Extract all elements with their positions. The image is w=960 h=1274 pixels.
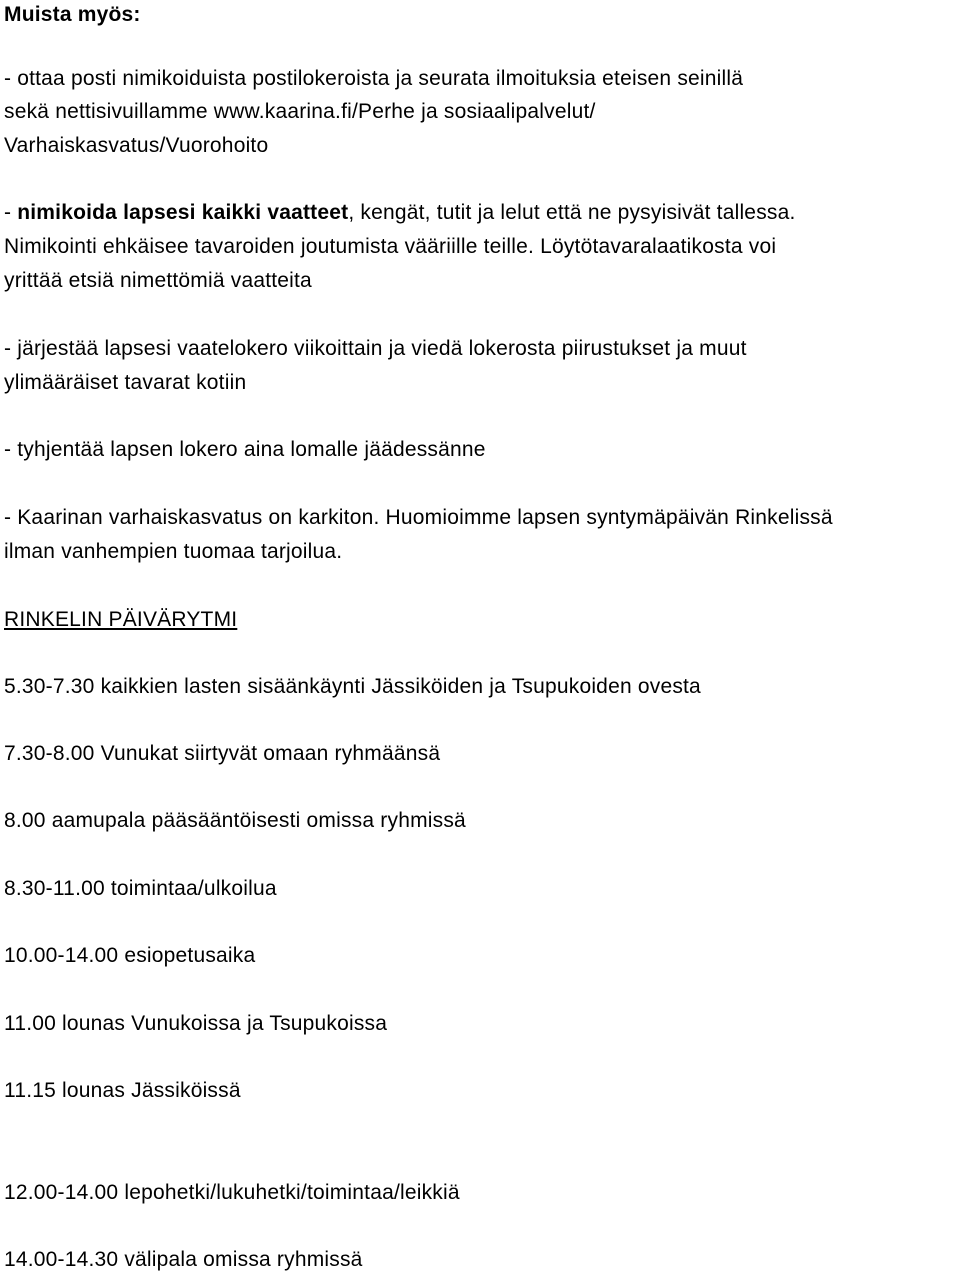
schedule-item: 11.15 lounas Jässiköissä — [4, 1079, 241, 1102]
schedule-item: 11.00 lounas Vunukoissa ja Tsupukoissa — [4, 1012, 388, 1035]
bullet-karkiton-line1: - Kaarinan varhaiskasvatus on karkiton. Huomioimme lapsen syntymäpäivän Rinkelissä — [4, 506, 833, 529]
schedule-item: 14.00-14.30 välipala omissa ryhmissä — [4, 1248, 363, 1271]
bullet-posti-line3: Varhaiskasvatus/Vuorohoito — [4, 134, 269, 157]
page-heading: Muista myös: — [4, 3, 141, 26]
bullet-nimikoida-bold: nimikoida lapsesi kaikki vaatteet — [17, 201, 349, 224]
bullet-posti-line1: - ottaa posti nimikoiduista postilokeroista ja seurata ilmoituksia eteisen seinillä — [4, 67, 744, 90]
bullet-posti-line2: sekä nettisivuillamme www.kaarina.fi/Perhe ja sosiaalipalvelut/ — [4, 100, 596, 123]
schedule-title: RINKELIN PÄIVÄRYTMI — [4, 608, 238, 631]
bullet-nimikoida-line1 — [4, 200, 796, 226]
bullet-nimikoida-line2: Nimikointi ehkäisee tavaroiden joutumista vääriille teille. Löytötavaralaatikosta voi — [4, 235, 777, 258]
schedule-item: 10.00-14.00 esiopetusaika — [4, 944, 256, 967]
bullet-nimikoida-rest: , kengät, tutit ja lelut että ne pysyisivät tallessa. — [348, 201, 796, 224]
schedule-item: 8.00 aamupala pääsääntöisesti omissa ryhmissä — [4, 809, 466, 832]
bullet-lokero-line1: - järjestää lapsesi vaatelokero viikoittain ja viedä lokerosta piirustukset ja muut — [4, 337, 747, 360]
bullet-nimikoida-line3: yrittää etsiä nimettömiä vaatteita — [4, 269, 312, 292]
bullet-lokero-line2: ylimääräiset tavarat kotiin — [4, 371, 247, 394]
bullet-karkiton-line2: ilman vanhempien tuomaa tarjoilua. — [4, 540, 343, 563]
schedule-item: 7.30-8.00 Vunukat siirtyvät omaan ryhmäänsä — [4, 742, 441, 765]
schedule-item: 12.00-14.00 lepohetki/lukuhetki/toimintaa/leikkiä — [4, 1181, 460, 1204]
bullet-prefix: - — [4, 201, 18, 224]
bullet-tyhjentaa: - tyhjentää lapsen lokero aina lomalle jäädessänne — [4, 438, 486, 461]
schedule-item: 5.30-7.30 kaikkien lasten sisäänkäynti Jässiköiden ja Tsupukoiden ovesta — [4, 675, 701, 698]
schedule-item: 8.30-11.00 toimintaa/ulkoilua — [4, 877, 277, 900]
